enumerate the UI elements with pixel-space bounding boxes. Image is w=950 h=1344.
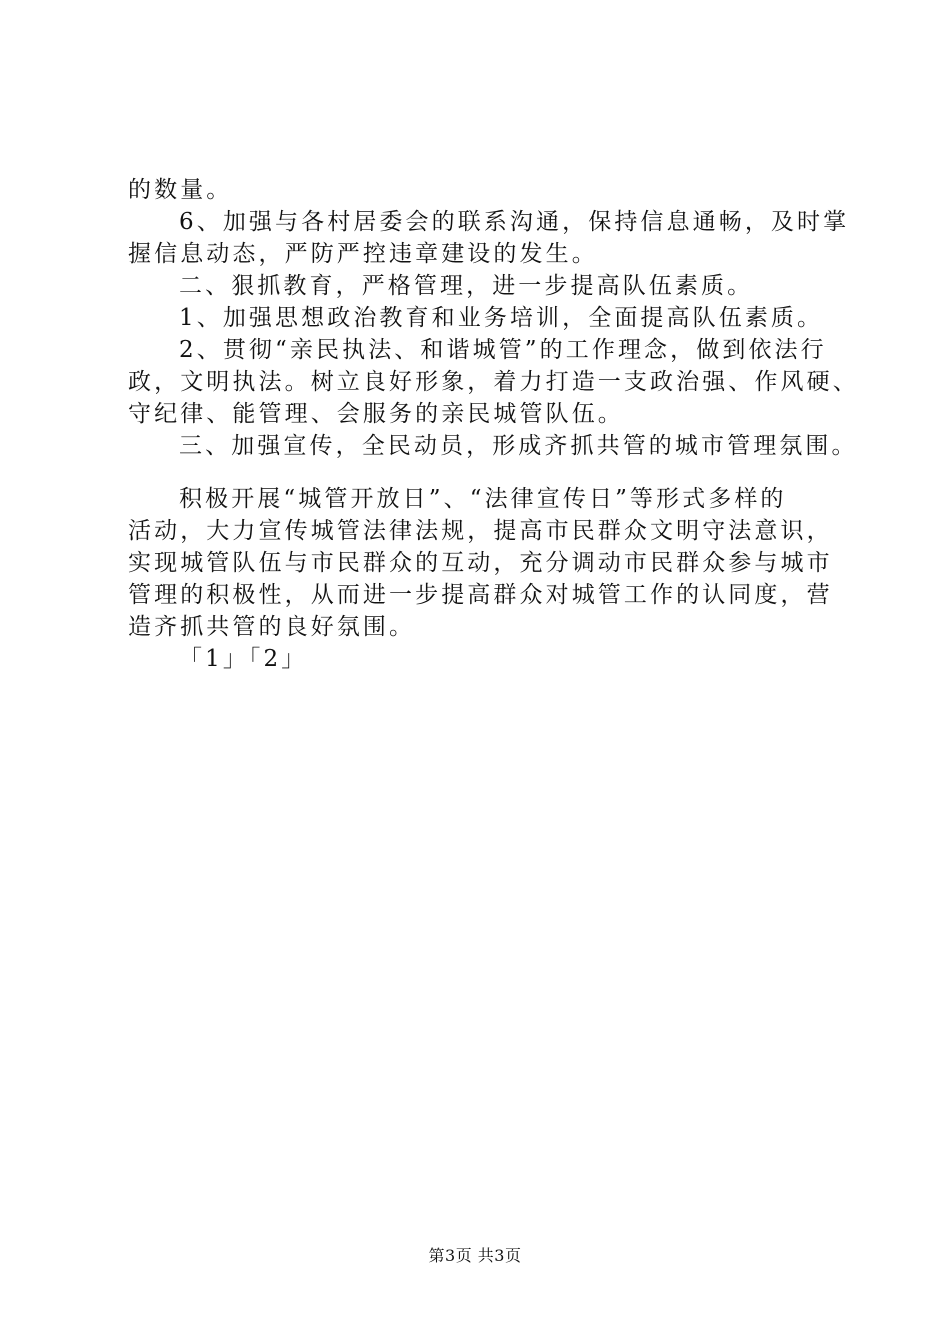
section-heading-2: 二、狠抓教育，严格管理，进一步提高队伍素质。 — [179, 273, 754, 299]
text-line-13: 管理的积极性，从而进一步提高群众对城管工作的认同度，营 — [128, 582, 833, 608]
section-heading-3: 三、加强宣传，全民动员，形成齐抓共管的城市管理氛围。 — [179, 433, 858, 459]
text-line-5: 1、加强思想政治教育和业务培训，全面提高队伍素质。 — [179, 305, 824, 331]
page-links[interactable]: 「1」「2」 — [179, 646, 308, 672]
text-line-14: 造齐抓共管的良好氛围。 — [128, 614, 416, 640]
text-line-6: 2、贯彻“亲民执法、和谐城管”的工作理念，做到依法行 — [179, 337, 827, 363]
text-line-7: 政，文明执法。树立良好形象，着力打造一支政治强、作风硬、 — [128, 369, 859, 395]
text-line-1: 的数量。 — [128, 177, 233, 203]
text-line-11: 活动，大力宣传城管法律法规，提高市民群众文明守法意识， — [128, 518, 833, 544]
text-line-3: 握信息动态，严防严控违章建设的发生。 — [128, 241, 598, 267]
text-line-8: 守纪律、能管理、会服务的亲民城管队伍。 — [128, 401, 624, 427]
text-line-10: 积极开展“城管开放日”、“法律宣传日”等形式多样的 — [179, 486, 787, 512]
text-line-12: 实现城管队伍与市民群众的互动，充分调动市民群众参与城市 — [128, 550, 833, 576]
text-line-2: 6、加强与各村居委会的联系沟通，保持信息通畅，及时掌 — [179, 209, 850, 235]
page-footer: 第3页 共3页 — [428, 1246, 522, 1265]
